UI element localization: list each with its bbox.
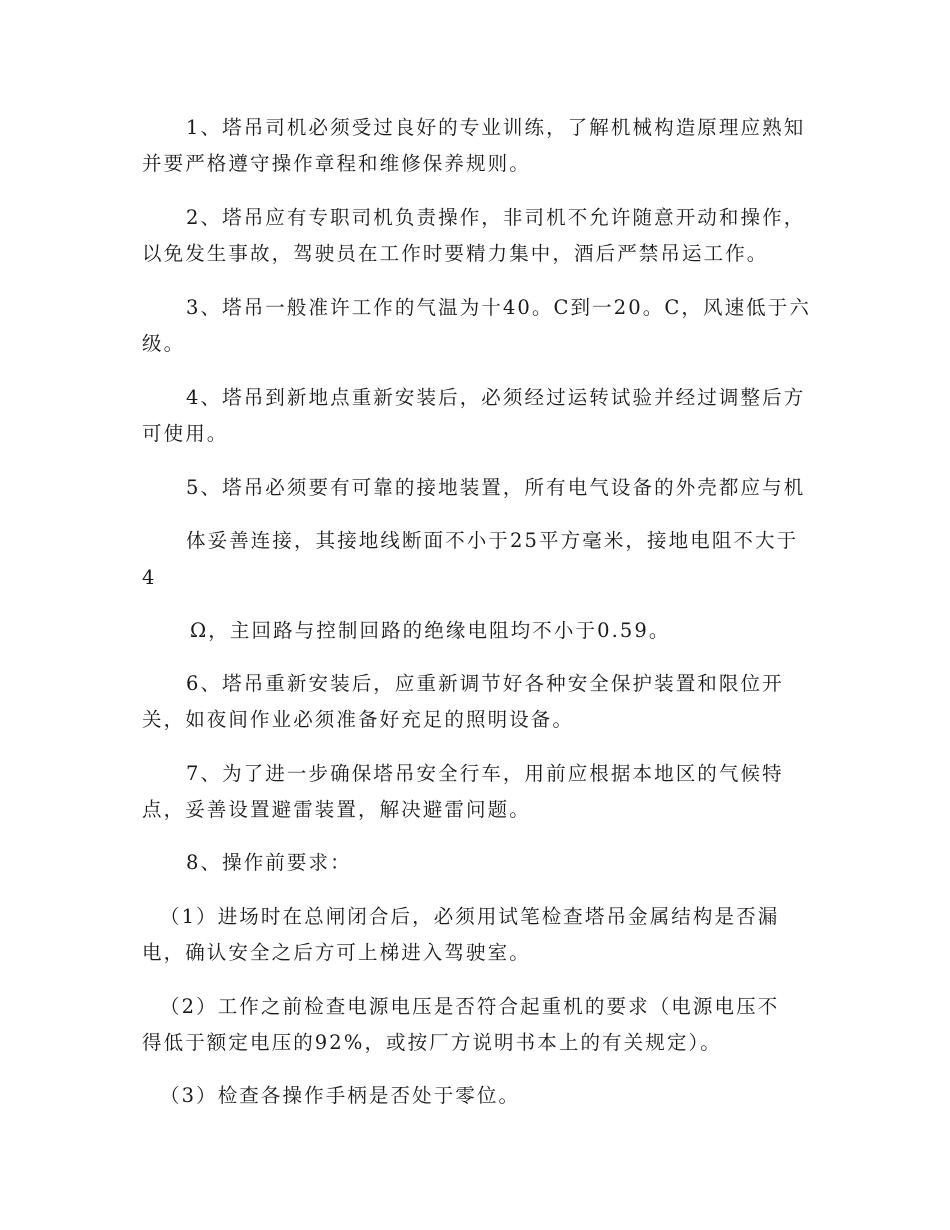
paragraph-1-line-2: 并要严格遵守操作章程和维修保养规则。 [142, 152, 531, 175]
paragraph-5-line-4: Ω，主回路与控制回路的绝缘电阻均不小于0.59。 [190, 619, 671, 642]
paragraph-6-line-2: 关，如夜间作业必须准备好充足的照明设备。 [142, 708, 575, 731]
paragraph-5-line-2: 体妥善连接，其接地线断面不小于25平方毫米，接地电阻不大于 [186, 529, 799, 552]
paragraph-8-line-1: 8、操作前要求： [186, 851, 352, 874]
subitem-1-line-2: 电，确认安全之后方可上梯进入驾驶室。 [142, 941, 531, 964]
paragraph-5-line-3: 4 [142, 566, 157, 589]
subitem-2-line-1: （2）工作之前检查电源电压是否符合起重机的要求（电源电压不 [160, 995, 780, 1018]
subitem-3-line-1: （3）检查各操作手柄是否处于零位。 [160, 1084, 521, 1107]
subitem-1-line-1: （1）进场时在总闸闭合后，必须用试笔检查塔吊金属结构是否漏 [160, 905, 780, 928]
paragraph-2-line-2: 以免发生事故，驾驶员在工作时要精力集中，酒后严禁吊运工作。 [142, 242, 769, 265]
paragraph-7-line-2: 点，妥善设置避雷装置，解决避雷问题。 [142, 798, 531, 821]
paragraph-5-line-1: 5、塔吊必须要有可靠的接地装置，所有电气设备的外壳都应与机 [186, 476, 806, 499]
paragraph-1-line-1: 1、塔吊司机必须受过良好的专业训练，了解机械构造原理应熟知 [186, 116, 806, 139]
paragraph-2-line-1: 2、塔吊应有专职司机负责操作，非司机不允许随意开动和操作， [186, 206, 806, 229]
paragraph-4-line-1: 4、塔吊到新地点重新安装后，必须经过运转试验并经过调整后方 [186, 386, 806, 409]
paragraph-4-line-2: 可使用。 [142, 422, 229, 445]
paragraph-7-line-1: 7、为了进一步确保塔吊安全行车，用前应根据本地区的气候特 [186, 762, 784, 785]
paragraph-6-line-1: 6、塔吊重新安装后，应重新调节好各种安全保护装置和限位开 [186, 672, 784, 695]
paragraph-3-line-1: 3、塔吊一般准许工作的气温为十40。C到一20。C，风速低于六 [186, 296, 811, 319]
subitem-2-line-2: 得低于额定电压的92%，或按厂方说明书本上的有关规定）。 [142, 1031, 722, 1054]
paragraph-3-line-2: 级。 [142, 332, 186, 355]
